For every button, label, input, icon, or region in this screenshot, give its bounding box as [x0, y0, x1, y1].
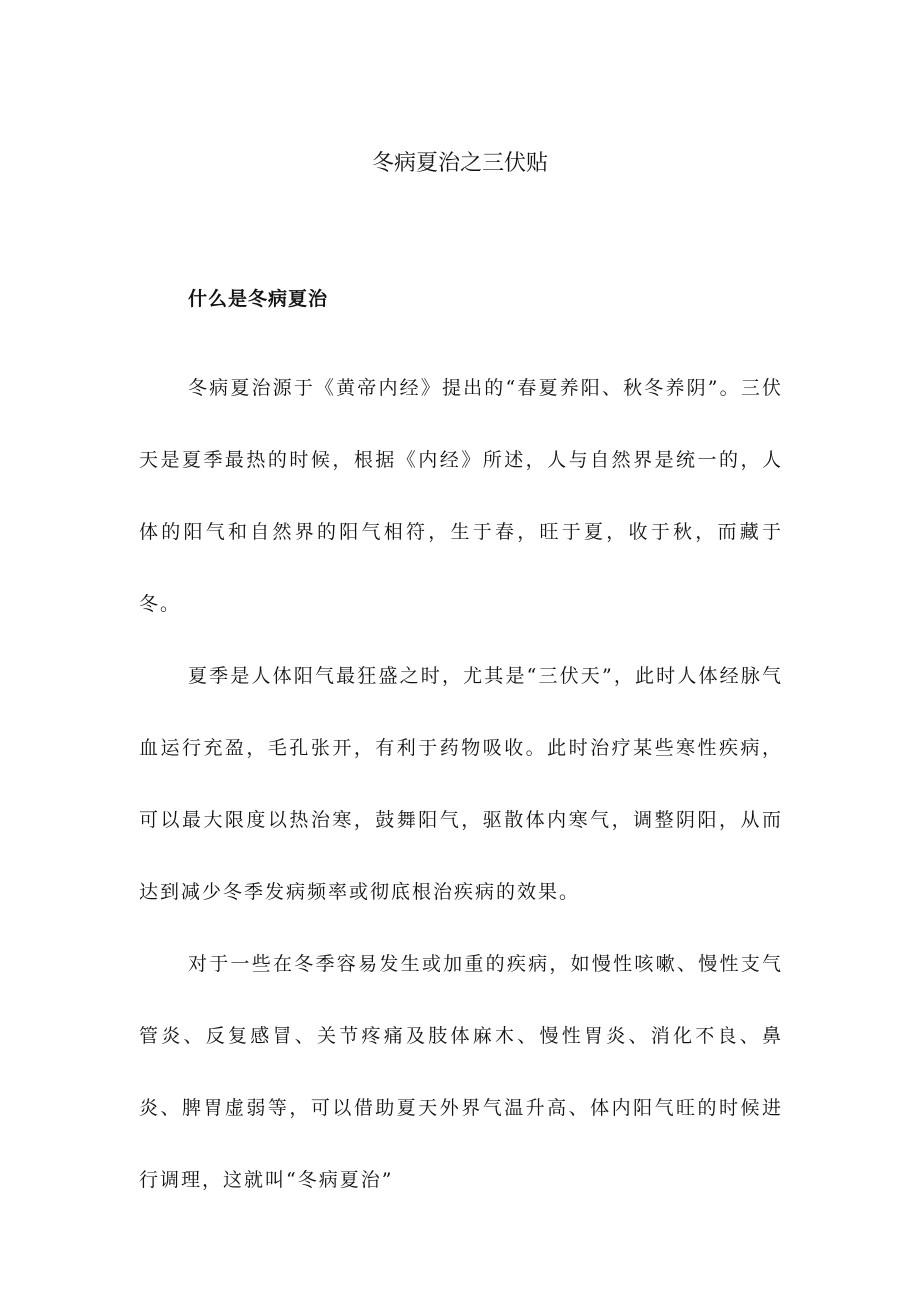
section-heading: 什么是冬病夏治 — [188, 288, 329, 310]
paragraph-1: 冬病夏治源于《黄帝内经》提出的“春夏养阳、秋冬养阴”。三伏天是夏季最热的时候，根据《内经》所述，人与自然界是统一的，人体的阳气和自然界的阳气相符，生于春，旺于夏，收于秋，而藏于冬。 — [139, 377, 783, 615]
paragraph-2: 夏季是人体阳气最狂盛之时，尤其是“三伏天”，此时人体经脉气血运行充盈，毛孔张开，有利于药物吸收。此时治疗某些寒性疾病，可以最大限度以热治寒，鼓舞阳气，驱散体内寒气，调整阴阳，从而达到减少冬季发病频率或彻底根治疾病的效果。 — [139, 665, 783, 903]
document-title: 冬病夏治之三伏贴 — [371, 151, 548, 176]
document-body — [139, 280, 783, 1216]
paragraph-3: 对于一些在冬季容易发生或加重的疾病，如慢性咳嗽、慢性支气管炎、反复感冒、关节疼痛及肢体麻木、慢性胃炎、消化不良、鼻炎、脾胃虚弱等，可以借助夏天外界气温升高、体内阳气旺的时候进行调理，这就叫“冬病夏治” — [139, 953, 783, 1191]
